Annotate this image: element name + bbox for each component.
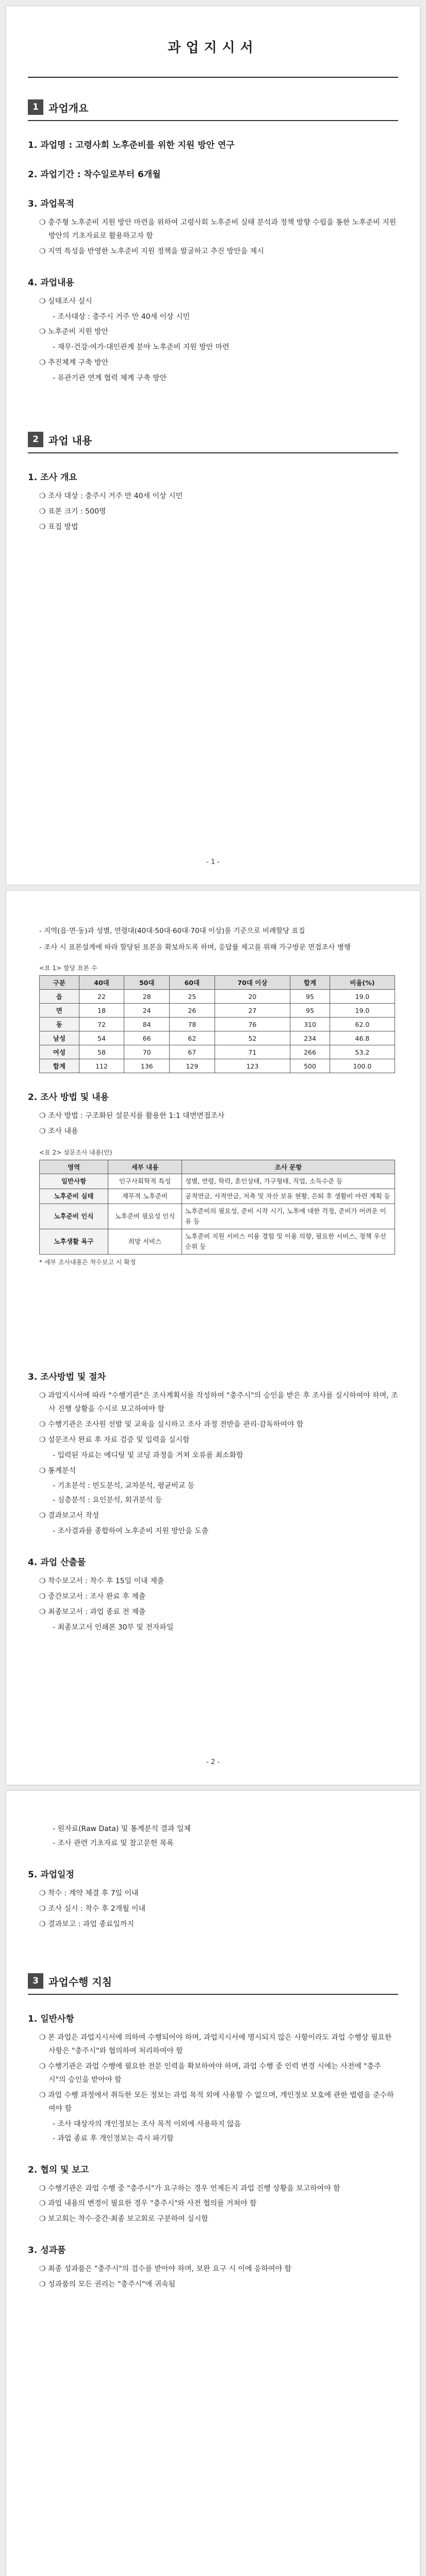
- table-cell: 28: [124, 990, 170, 1004]
- quota-table: [39, 975, 395, 1073]
- section-divider: [28, 452, 398, 453]
- sub-item: - 조사대상 : 충주시 거주 만 40세 이상 시민: [53, 312, 190, 321]
- table-row: [40, 990, 395, 1004]
- table-cell: 재무적 노후준비: [108, 1189, 182, 1204]
- procedure-heading: 3. 조사방법 및 절차: [28, 1372, 106, 1383]
- result-heading: 3. 성과품: [28, 2245, 66, 2256]
- table-row: [40, 1059, 395, 1073]
- general-heading: 1. 일반사항: [28, 2014, 74, 2025]
- procedure-list: [28, 1389, 398, 1538]
- task-period-heading: 2. 과업기간 : 착수일로부터 6개월: [28, 170, 161, 180]
- survey-overview-heading: 1. 조사 개요: [28, 472, 77, 483]
- consult-heading: 2. 협의 및 보고: [28, 2164, 89, 2175]
- bullet-item: ❍ 추진체계 구축 방안: [39, 359, 109, 367]
- method-list: [28, 1110, 398, 1139]
- table-row: [40, 1045, 395, 1059]
- table-row: [40, 1031, 395, 1045]
- sub-item: - 심층분석 : 요인분석, 회귀분석 등: [53, 1496, 162, 1505]
- table-cell: 여성: [40, 1045, 79, 1059]
- method-heading: 2. 조사 방법 및 내용: [28, 1092, 109, 1103]
- content-list: [28, 295, 398, 385]
- page-number: - 1 -: [206, 858, 220, 866]
- page-3: [6, 1791, 420, 2576]
- table-cell: 노후준비의 필요성, 준비 시작 시기, 노후에 대한 걱정, 준비가 어려운 이유 등: [182, 1204, 395, 1229]
- table-row: [40, 1018, 395, 1031]
- table-row: [40, 1204, 395, 1229]
- table-header-cell: 영역: [40, 1160, 108, 1174]
- table-cell: 인구사회학적 특성: [108, 1174, 182, 1189]
- purpose-bullet: ❍ 지역 특성을 반영한 노후준비 지원 정책을 발굴하고 추진 방안을 제시: [39, 247, 264, 256]
- section-number-badge: 3: [28, 1973, 43, 1989]
- bullet-item: ❍ 조사 실시 : 착수 후 2개월 이내: [39, 1904, 146, 1913]
- sub-item: - 입력된 자료는 에디팅 및 코딩 과정을 거쳐 오류를 최소화함: [53, 1451, 243, 1460]
- sub-item: - 재무·건강·여가·대인관계 분야 노후준비 지원 방안 마련: [53, 343, 230, 352]
- bullet-item: ❍ 과업지시서에 따라 "수행기관"은 조사계획서를 작성하여 "충주시"의 승인을 받은 후 조사를 실시하여야 하며, 조사 진행 상황을 수시로 보고하여야 함: [39, 1392, 398, 1413]
- table-cell: 20: [215, 990, 290, 1004]
- table-header-row: [40, 976, 395, 990]
- section-number-badge: 2: [28, 432, 43, 447]
- table-cell: 70: [124, 1045, 170, 1059]
- section-1-heading: [28, 99, 398, 115]
- bullet-item: ❍ 최종보고서 : 과업 종료 전 제출: [39, 1607, 146, 1616]
- table-header-cell: 50대: [124, 976, 170, 990]
- document-title: 과업지시서: [168, 40, 258, 56]
- deliverable-dash: - 원자료(Raw Data) 및 통계분석 결과 일체: [53, 1825, 191, 1833]
- table-cell: 노후준비 인식: [40, 1204, 108, 1229]
- table-cell: 노후준비 실태: [40, 1189, 108, 1204]
- table-cell: 67: [170, 1045, 215, 1059]
- table-cell: 합계: [40, 1059, 79, 1073]
- table-cell: 66: [124, 1031, 170, 1045]
- table-cell: 52: [215, 1031, 290, 1045]
- table-cell: 266: [290, 1045, 330, 1059]
- schedule-list: [28, 1887, 398, 1931]
- table-header-row: [40, 1160, 395, 1174]
- table-header-cell: 70대 이상: [215, 976, 290, 990]
- table-cell: 95: [290, 990, 330, 1004]
- table-header-cell: 40대: [79, 976, 124, 990]
- section-title: 과업개요: [48, 101, 89, 114]
- table-cell: 234: [290, 1031, 330, 1045]
- table-cell: 62: [170, 1031, 215, 1045]
- survey-content-table: [39, 1160, 395, 1255]
- bullet-item: ❍ 조사 대상 : 충주시 거주 만 40세 이상 시민: [39, 492, 183, 501]
- table-row: [40, 1004, 395, 1018]
- sub-item: - 최종보고서 인쇄본 30부 및 전자파일: [53, 1623, 174, 1632]
- bullet-item: ❍ 수행기관은 조사원 선발 및 교육을 실시하고 조사 과정 전반을 관리·감독하여야 함: [39, 1420, 304, 1429]
- table-cell: 136: [124, 1059, 170, 1073]
- bullet-item: ❍ 노후준비 지원 방안: [39, 328, 109, 336]
- general-list: [28, 2031, 398, 2145]
- table-cell: 54: [79, 1031, 124, 1045]
- bullet-item: ❍ 표집 방법: [39, 522, 78, 531]
- table-cell: 62.0: [330, 1018, 395, 1031]
- table-cell: 노후준비 지원 서비스 이용 경험 및 이용 의향, 필요한 서비스, 정책 우선순위 등: [182, 1229, 395, 1255]
- sub-item: - 조사 대상자의 개인정보는 조사 목적 이외에 사용하지 않음: [53, 2120, 241, 2128]
- bullet-item: ❍ 착수 : 계약 체결 후 7일 이내: [39, 1889, 139, 1897]
- section-number-badge: 1: [28, 99, 43, 115]
- table-cell: 노후생활 욕구: [40, 1229, 108, 1255]
- table-cell: 112: [79, 1059, 124, 1073]
- task-content-heading: 4. 과업내용: [28, 277, 74, 288]
- bullet-item: ❍ 결과보고 : 과업 종료일까지: [39, 1920, 134, 1928]
- table-cell: 84: [124, 1018, 170, 1031]
- table-row: [40, 1174, 395, 1189]
- survey-list: [28, 490, 398, 534]
- deliverables-list: [28, 1575, 398, 1635]
- section-title: 과업 내용: [48, 434, 92, 447]
- table-cell: 500: [290, 1059, 330, 1073]
- table-cell: 희망 서비스: [108, 1229, 182, 1255]
- table-note: * 세부 조사내용은 착수보고 시 확정: [39, 1259, 136, 1266]
- bullet-item: ❍ 표본 크기 : 500명: [39, 507, 106, 516]
- page-2: [6, 891, 420, 1785]
- sub-item: - 조사결과를 종합하여 노후준비 지원 방안을 도출: [53, 1527, 209, 1536]
- table-cell: 읍: [40, 990, 79, 1004]
- table-cell: 남성: [40, 1031, 79, 1045]
- table-cell: 성별, 연령, 학력, 혼인상태, 가구형태, 직업, 소득수준 등: [182, 1174, 395, 1189]
- table-cell: 22: [79, 990, 124, 1004]
- deliverables-heading: 4. 과업 산출물: [28, 1557, 86, 1568]
- section-divider: [28, 120, 398, 121]
- table-cell: 19.0: [330, 1004, 395, 1018]
- bullet-item: ❍ 실태조사 실시: [39, 297, 92, 306]
- table-cell: 일반사항: [40, 1174, 108, 1189]
- bullet-item: ❍ 수행기관은 과업 수행에 필요한 전문 인력을 확보하여야 하며, 과업 수행 중 인력 변경 시에는 사전에 "충주시"의 승인을 받아야 함: [39, 2062, 381, 2084]
- bullet-item: ❍ 결과보고서 작성: [39, 1512, 100, 1520]
- bullet-item: ❍ 조사 내용: [39, 1127, 78, 1136]
- sub-item: - 과업 종료 후 개인정보는 즉시 파기함: [53, 2134, 174, 2143]
- table-row: [40, 1229, 395, 1255]
- sub-item: - 유관기관 연계 협력 체계 구축 방안: [53, 374, 167, 383]
- section-2-heading: [28, 432, 398, 447]
- bullet-item: ❍ 수행기관은 과업 수행 중 "충주시"가 요구하는 경우 언제든지 과업 진행 상황을 보고하여야 함: [39, 2184, 340, 2193]
- task-purpose-heading: 3. 과업목적: [28, 199, 74, 209]
- table-cell: 310: [290, 1018, 330, 1031]
- table-caption: <표 2> 설문조사 내용(안): [39, 1149, 112, 1157]
- table-cell: 58: [79, 1045, 124, 1059]
- table-cell: 18: [79, 1004, 124, 1018]
- consult-list: [28, 2182, 398, 2227]
- bullet-item: ❍ 통계분석: [39, 1466, 76, 1475]
- table-row: [40, 1189, 395, 1204]
- table-cell: 노후준비 필요성 인식: [108, 1204, 182, 1229]
- bullet-item: ❍ 조사 방법 : 구조화된 설문지를 활용한 1:1 대면면접조사: [39, 1112, 225, 1121]
- table-cell: 46.8: [330, 1031, 395, 1045]
- table-cell: 19.0: [330, 990, 395, 1004]
- table-cell: 95: [290, 1004, 330, 1018]
- table-cell: 27: [215, 1004, 290, 1018]
- bullet-item: ❍ 설문조사 완료 후 자료 검증 및 입력을 실시함: [39, 1435, 190, 1444]
- table-caption: <표 1> 할당 표본 수: [39, 964, 97, 972]
- bullet-item: ❍ 과업 내용의 변경이 필요한 경우 "충주시"와 사전 협의를 거쳐야 함: [39, 2199, 257, 2208]
- sub-item: - 기초분석 : 빈도분석, 교차분석, 평균비교 등: [53, 1482, 195, 1490]
- table-cell: 71: [215, 1045, 290, 1059]
- table-cell: 공적연금, 사적연금, 저축 및 자산 보유 현황, 은퇴 후 생활비 마련 계획 등: [182, 1189, 395, 1204]
- purpose-bullet: ❍ 충주형 노후준비 지원 방안 마련을 위하여 고령사회 노후준비 실태 분석과 정책 방향 수립을 통한 노후준비 지원 방안의 기초자료로 활용하고자 함: [39, 218, 397, 240]
- table-cell: 78: [170, 1018, 215, 1031]
- table-cell: 25: [170, 990, 215, 1004]
- bullet-item: ❍ 본 과업은 과업지시서에 의하여 수행되어야 하며, 과업지시서에 명시되지 않은 사항이라도 과업 수행상 필요한 사항은 "충주시"와 협의하여 처리하여야 함: [39, 2033, 392, 2056]
- table-header-cell: 조사 문항: [182, 1160, 395, 1174]
- sampling-paragraph: - 지역(읍·면·동)과 성별, 연령대(40대·50대·60대·70대 이상)를 기준으로 비례할당 표집: [39, 927, 305, 935]
- table-header-cell: 60대: [170, 976, 215, 990]
- bullet-item: ❍ 중간보고서 : 조사 완료 후 제출: [39, 1592, 146, 1601]
- table-cell: 동: [40, 1018, 79, 1031]
- bullet-item: ❍ 과업 수행 과정에서 취득한 모든 정보는 과업 목적 외에 사용할 수 없으며, 개인정보 보호에 관한 법령을 준수하여야 함: [39, 2091, 394, 2113]
- table-cell: 100.0: [330, 1059, 395, 1073]
- table-cell: 53.2: [330, 1045, 395, 1059]
- table-header-cell: 비율(%): [330, 976, 395, 990]
- table-cell: 129: [170, 1059, 215, 1073]
- section-3-heading: [28, 1973, 398, 1989]
- table-header-cell: 세부 내용: [108, 1160, 182, 1174]
- bullet-item: ❍ 성과품의 모든 권리는 "충주시"에 귀속됨: [39, 2280, 176, 2289]
- table-header-cell: 구분: [40, 976, 79, 990]
- page-number: - 2 -: [206, 1758, 220, 1766]
- bullet-item: ❍ 착수보고서 : 착수 후 15일 이내 제출: [39, 1577, 165, 1585]
- table-header-cell: 합계: [290, 976, 330, 990]
- deliverable-dash: - 조사 관련 기초자료 및 참고문헌 목록: [53, 1839, 174, 1848]
- table-cell: 76: [215, 1018, 290, 1031]
- table-cell: 123: [215, 1059, 290, 1073]
- schedule-heading: 5. 과업일정: [28, 1869, 74, 1880]
- section-title: 과업수행 지침: [48, 1975, 112, 1988]
- sampling-paragraph: - 조사 시 표본설계에 따라 할당된 표본을 확보하도록 하며, 응답률 제고를 위해 가구방문 면접조사 병행: [39, 943, 351, 952]
- bullet-item: ❍ 최종 성과품은 "충주시"의 검수를 받아야 하며, 보완 요구 시 이에 응하여야 함: [39, 2265, 292, 2274]
- result-list: [28, 2263, 398, 2292]
- task-name-heading: 1. 과업명 : 고령사회 노후준비를 위한 지원 방안 연구: [28, 140, 235, 150]
- section-divider: [28, 1994, 398, 1995]
- table-cell: 72: [79, 1018, 124, 1031]
- title-divider: [28, 77, 398, 78]
- table-cell: 24: [124, 1004, 170, 1018]
- table-cell: 면: [40, 1004, 79, 1018]
- page-1: [6, 6, 420, 885]
- bullet-item: ❍ 보고회는 착수·중간·최종 보고회로 구분하여 실시함: [39, 2215, 208, 2224]
- table-cell: 26: [170, 1004, 215, 1018]
